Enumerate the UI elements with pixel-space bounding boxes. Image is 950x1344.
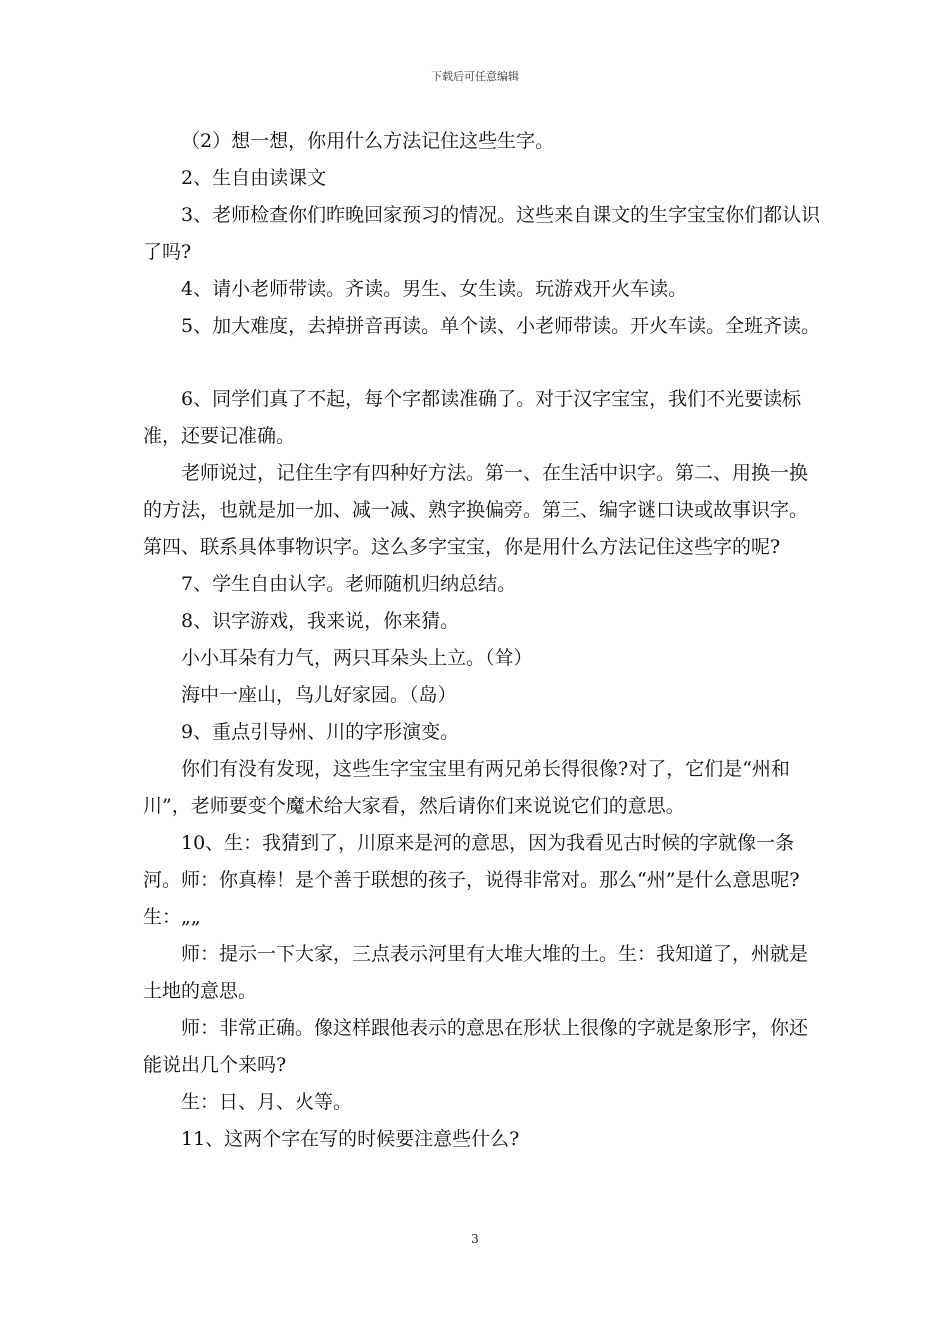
paragraph: 老师说过，记住生字有四种好方法。第一、在生活中识字。第二、用换一换的方法，也就是加一加、减一减、熟字换偏旁。第三、编字谜口诀或故事识字。第四、联系具体事物识字。这么多字宝宝，你是用什么方法记住这些字的呢? bbox=[143, 462, 809, 558]
paragraph: 师：非常正确。像这样跟他表示的意思在形状上很像的字就是象形字，你还能说出几个来吗? bbox=[143, 1017, 809, 1076]
paragraph: 7、学生自由认字。老师随机归纳总结。 bbox=[181, 573, 517, 595]
page-header: 下载后可任意编辑 bbox=[431, 70, 519, 83]
paragraph: （2）想一想，你用什么方法记住这些生字。 bbox=[181, 130, 555, 152]
paragraph: 师：提示一下大家，三点表示河里有大堆大堆的土。生：我知道了，州就是土地的意思。 bbox=[143, 943, 809, 1002]
paragraph: 9、重点引导州、川的字形演变。 bbox=[181, 721, 460, 743]
paragraph: 11、这两个字在写的时候要注意些什么? bbox=[181, 1128, 520, 1150]
riddle-line: 海中一座山，鸟儿好家园。（岛） bbox=[181, 684, 457, 706]
paragraph: 你们有没有发现，这些生字宝宝里有两兄弟长得很像?对了，它们是“州和川”，老师要变个魔术给大家看，然后请你们来说说它们的意思。 bbox=[143, 758, 790, 817]
paragraph: 5、加大难度，去掉拼音再读。单个读、小老师带读。开火车读。全班齐读。 bbox=[181, 315, 821, 337]
riddle-line: 小小耳朵有力气，两只耳朵头上立。（耸） bbox=[181, 647, 533, 669]
paragraph: 2、生自由读课文 bbox=[181, 167, 327, 189]
document-body bbox=[143, 123, 823, 1158]
paragraph: 8、识字游戏，我来说，你来猜。 bbox=[181, 610, 460, 632]
blank-line bbox=[143, 345, 823, 381]
paragraph: 生：日、月、火等。 bbox=[181, 1091, 353, 1113]
page-number: 3 bbox=[471, 1232, 479, 1246]
paragraph: 3、老师检查你们昨晚回家预习的情况。这些来自课文的生字宝宝你们都认识了吗? bbox=[143, 204, 821, 263]
paragraph: 4、请小老师带读。齐读。男生、女生读。玩游戏开火车读。 bbox=[181, 278, 688, 300]
paragraph: 6、同学们真了不起，每个字都读准确了。对于汉字宝宝，我们不光要读标准，还要记准确。 bbox=[143, 388, 802, 447]
paragraph: 10、生：我猜到了，川原来是河的意思，因为我看见古时候的字就像一条河。师：你真棒！是个善于联想的孩子，说得非常对。那么“州”是什么意思呢?生：„„ bbox=[143, 832, 800, 928]
